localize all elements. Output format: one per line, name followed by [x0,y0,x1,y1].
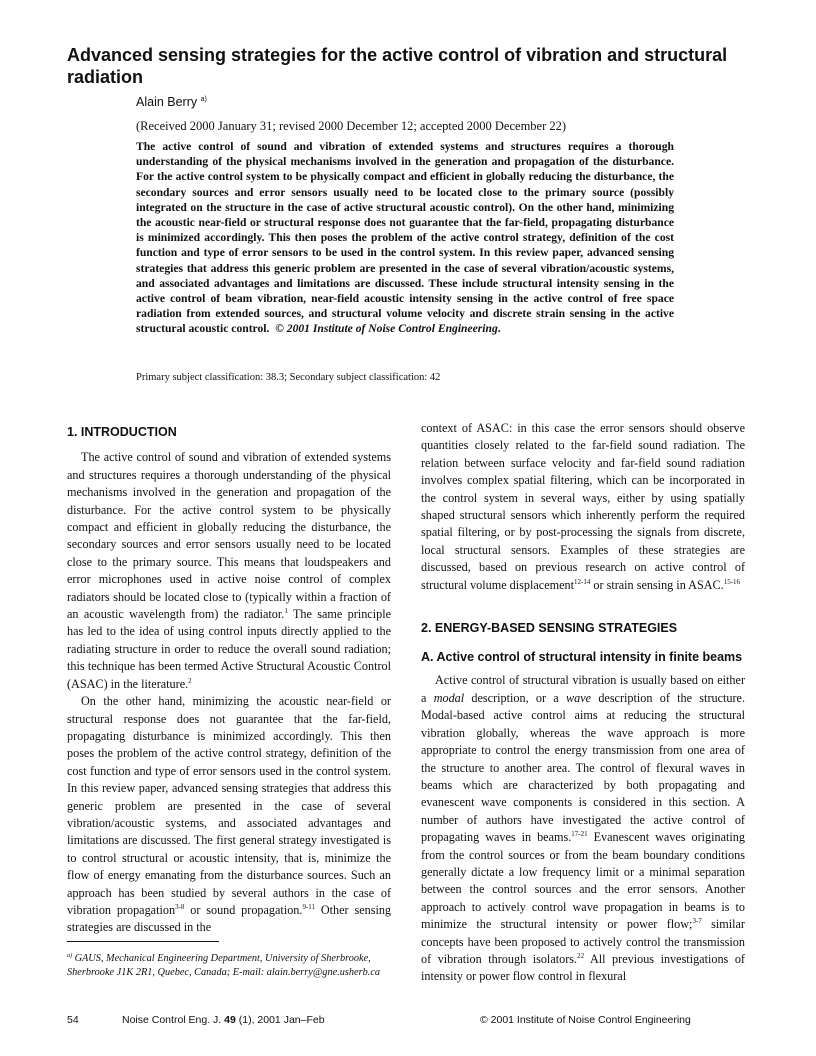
journal-suffix: (1), 2001 Jan–Feb [235,1014,325,1026]
received-dates: (Received 2000 January 31; revised 2000 December 12; accepted 2000 December 22) [136,119,567,133]
citation-ref: 22 [577,951,585,960]
subject-classification: Primary subject classification: 38.3; Secondary subject classification: 42 [136,372,441,383]
intro-paragraph-1 [67,449,391,693]
footnote-text: GAUS, Mechanical Engineering Department, University of Sherbrooke, Sherbrooke J1K 2R1, Quebec, Canada; E-mail: alain.berry@gne.usherb.ca [67,953,381,978]
section-2-heading: 2. ENERGY-BASED SENSING STRATEGIES [421,621,678,636]
abstract-end: . [497,322,501,336]
journal-citation [122,1014,325,1026]
citation-ref: 17-21 [571,830,588,839]
section-2a-paragraph-1 [421,672,745,985]
citation-ref: 3-8 [175,902,185,911]
author-affiliation-mark: a) [200,96,207,103]
citation-ref: 3-7 [692,917,702,926]
page-number: 54 [67,1014,79,1026]
citation-ref: 1 [284,607,288,616]
s2-modal-term: modal [433,690,465,705]
author-line [136,95,207,109]
abstract-text: The active control of sound and vibration of extended systems and structures requires a thorough understanding of the physical mechanisms involved in the generation and propagation of the disturbance. For the active control system to be physically compact and efficient in globally reducing the disturbance, the secondary sources and error sensors usually need to be located close to the primary source (possibly integrated on the structure in the case of active structural acoustic control). On the other hand, minimizing the acoustic near-field or structural response does not guarantee that the far-field, propagating disturbance is minimized accordingly. This then poses the problem of the active control strategy, definition of the cost function and type of error sensors to be used in the control system. In this review paper, advanced sensing strategies that address this generic problem are presented in the case of several vibration/acoustic systems, and associated advantages and limitations are discussed. These include structural intensity sensing in the active control of beam vibration, near-field acoustic intensity sensing in the active control of free space radiation from extended sources, and structural volume velocity and discrete strain sensing in the active structural acoustic control. [136,140,674,336]
footnote-rule [67,941,219,942]
intro-p1-text-a: The active control of sound and vibration of extended systems and structures requires a thorough understanding of the physical mechanisms involved in the generation and propagation of the disturbance. For the active control system to be physically compact and efficient in globally reducing the disturbance, the secondary sources and error sensors usually need to be located close to the primary source. This means that loudspeakers and error microphones used in active noise control of complex radiators should be located close to (typically within a fraction of an acoustic wavelength from) the radiator. [67,450,391,622]
intro-p2-text-b: or sound propagation. [184,902,303,917]
intro-p3-text-a: context of ASAC: in this case the error sensors should observe quantities closely related to the far-field sound radiation. The relation between surface velocity and far-field sound radiation involves complex spatial filtering, which can be incorporated in the control system in several ways, either by using spatially shaped structural sensors which inherently perform the required spatial filtering, or by post-processing the signals from discrete, local structural sensors. Examples of these strategies are discussed, based on previous research on active control of structural volume displacement [421,421,745,592]
intro-p2-text-c: Other sensing strategies are discussed in the [67,902,392,935]
right-column [421,420,745,986]
abstract-copyright: © 2001 Institute of Noise Control Engineering [275,322,498,336]
citation-ref: 9-11 [302,902,316,911]
citation-ref: 12-14 [573,577,591,586]
intro-p2-text-a: On the other hand, minimizing the acoustic near-field or structural response does not guarantee that the far-field, propagating disturbance is minimized accordingly. This then poses the problem of the active control strategy, definition of the cost function and type of error sensors used in the control system. In this review paper, advanced sensing strategies that address this generic problem are presented in the case of several vibration/acoustic systems, and associated advantages and limitations are discussed. The first general strategy investigated is to control structural or acoustic intensity, that is, minimize the flow of energy emanating from the disturbance sources. Such an approach has been studied by several authors in the case of vibration propagation [67,694,391,917]
intro-paragraph-3 [421,420,745,594]
footer-copyright: © 2001 Institute of Noise Control Engineering [480,1014,691,1026]
s2-p1-text-b: description, or a [464,690,566,705]
s2-p1-text-c: description of the structure. Modal-based active control aims at reducing the structural vibration globally, whereas the wave approach is more appropriate to control the energy transmission from one area of the structure to another area. The control of flexural waves in beams which are characterized by both propagating and evanescent wave components is considered in this section. A number of authors have investigated the active control of propagating waves in beams. [421,690,745,845]
paper-title: Advanced sensing strategies for the active control of vibration and structural radiation [67,45,728,87]
s2-p1-text-e: similar concepts have been proposed to actively control the transmission of vibration through isolators. [421,917,745,966]
intro-p3-text-b: or strain sensing in ASAC. [590,577,724,592]
s2-wave-term: wave [566,690,592,705]
journal-volume: 49 [224,1014,236,1026]
footnote-mark: a) [67,953,72,959]
section-2a-heading: A. Active control of structural intensity in finite beams [421,650,743,665]
journal-prefix: Noise Control Eng. J. [122,1014,225,1026]
abstract [136,139,674,337]
citation-ref: 2 [188,676,192,685]
s2-p1-text-a: Active control of structural vibration is usually based on either a [421,673,745,705]
affiliation-footnote [67,949,393,980]
intro-paragraph-2 [67,693,391,937]
introduction-heading: 1. INTRODUCTION [67,425,177,439]
s2-p1-text-f: All previous investigations of intensity or power flow control in flexural [421,951,745,984]
left-column [67,424,391,937]
s2-p1-text-d: Evanescent waves originating from the control sources or from the beam boundary conditions generally dictate a low frequency limit or a minimal separation between the control sources and the error sensors. Another approach to actively control wave propagation in beams is to minimize the structural intensity or power flow; [421,830,745,932]
citation-ref: 15-16 [723,577,741,586]
author-name: Alain Berry [136,95,198,109]
intro-p1-text-b: The same principle has led to the idea of using control inputs directly applied to the radiating structure in order to reduce the overall sound radiation; this technique has been termed Active Structural Acoustic Control (ASAC) in the literature. [67,607,391,691]
